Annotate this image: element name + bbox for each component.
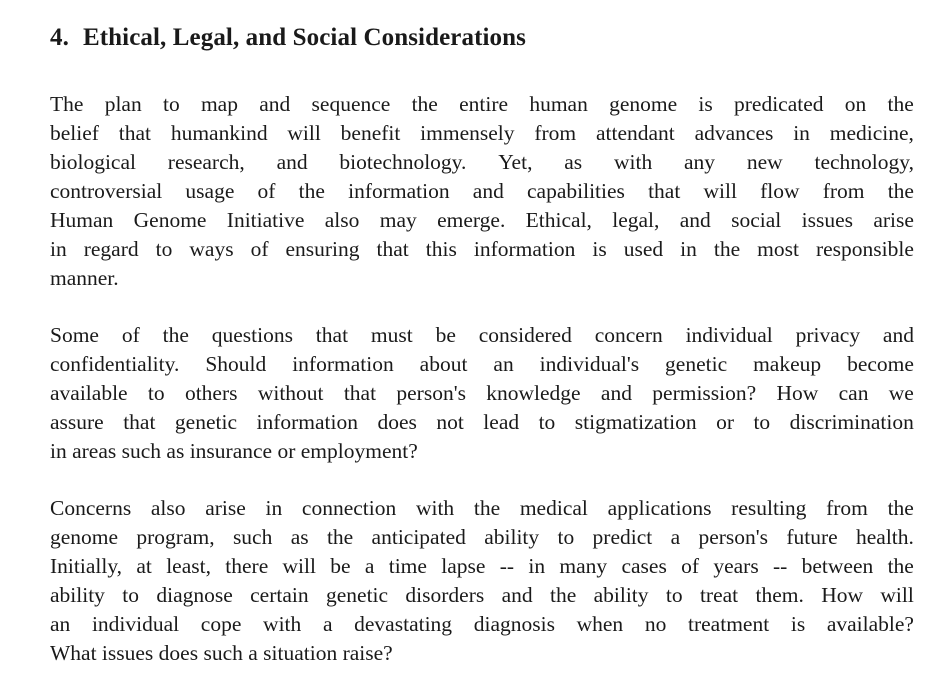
paragraph-line: Human Genome Initiative also may emerge. Ethical, legal, and social issues arise: [50, 208, 914, 232]
paragraph-2: [50, 321, 914, 466]
paragraph-line: an individual cope with a devastating diagnosis when no treatment is available?: [50, 612, 914, 636]
paragraph-line: ability to diagnose certain genetic disorders and the ability to treat them. How will: [50, 583, 914, 607]
section-title: Ethical, Legal, and Social Considerations: [82, 24, 526, 51]
paragraph-line: controversial usage of the information and capabilities that will flow from the: [50, 179, 914, 203]
paragraph-line: in regard to ways of ensuring that this information is used in the most responsible: [50, 237, 914, 261]
paragraph-line: confidentiality. Should information about an individual's genetic makeup become: [50, 352, 914, 376]
paragraph-line: manner.: [50, 266, 119, 290]
paragraph-line: in areas such as insurance or employment?: [50, 439, 418, 463]
paragraph-1: [50, 90, 914, 293]
paragraph-line: assure that genetic information does not lead to stigmatization or to discrimination: [50, 410, 914, 434]
section-heading: [50, 24, 526, 52]
paragraph-line: available to others without that person's knowledge and permission? How can we: [50, 381, 914, 405]
paragraph-line: Concerns also arise in connection with the medical applications resulting from the: [50, 496, 914, 520]
paragraph-line: genome program, such as the anticipated ability to predict a person's future health.: [50, 525, 914, 549]
paragraph-line: Initially, at least, there will be a time lapse -- in many cases of years -- between the: [50, 554, 914, 578]
paragraph-line: What issues does such a situation raise?: [50, 641, 393, 665]
paragraph-line: Some of the questions that must be considered concern individual privacy and: [50, 323, 914, 347]
paragraph-line: belief that humankind will benefit immensely from attendant advances in medicine,: [50, 121, 914, 145]
paragraph-line: The plan to map and sequence the entire human genome is predicated on the: [50, 92, 914, 116]
paragraph-line: biological research, and biotechnology. Yet, as with any new technology,: [50, 150, 914, 174]
paragraph-3: [50, 494, 914, 668]
section-number: 4.: [50, 24, 69, 51]
